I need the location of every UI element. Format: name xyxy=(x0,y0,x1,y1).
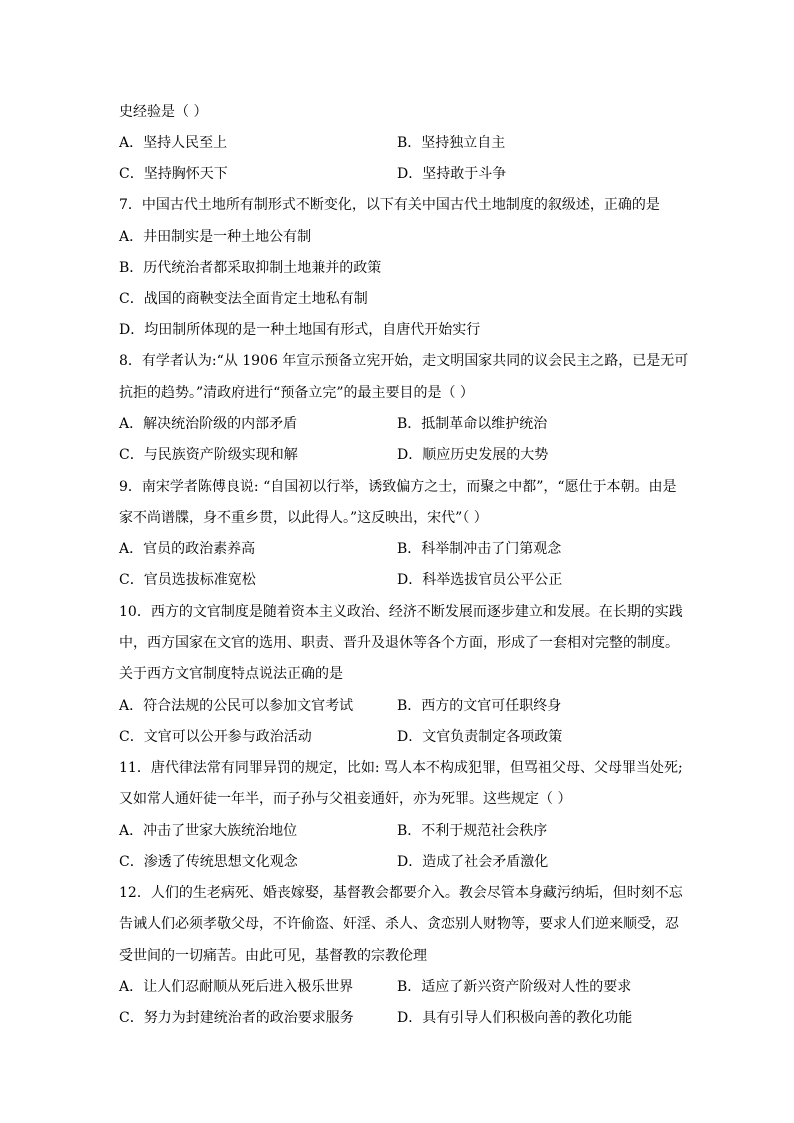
q9-option-b: B．科举制冲击了门第观念 xyxy=(397,541,562,557)
q11-stem-line-2: 又如常人通奸徒一年半，而子孙与父祖妾通奸，亦为死罪。这些规定（ ） xyxy=(119,791,572,807)
q10-option-a: A．符合法规的公民可以参加文官考试 xyxy=(119,698,354,714)
q11-option-b: B．不利于规范社会秩序 xyxy=(397,823,548,839)
q6-option-a: A．坚持人民至上 xyxy=(119,135,228,151)
q10-stem-line-3: 关于西方文官制度特点说法正确的是 xyxy=(119,666,343,682)
q8-option-a: A．解决统治阶级的内部矛盾 xyxy=(119,416,298,432)
q12-option-d: D．具有引导人们积极向善的教化功能 xyxy=(397,1010,633,1026)
q12-stem-line-1: 12．人们的生老病死、婚丧嫁娶，基督教会都要介入。教会尽管本身藏污纳垢，但时刻不忘 xyxy=(119,885,683,901)
q7-option-d: D．均田制所体现的是一种土地国有形式，自唐代开始实行 xyxy=(119,322,481,338)
q7-stem: 7．中国古代土地所有制形式不断变化，以下有关中国古代土地制度的叙级述，正确的是 xyxy=(119,197,660,213)
q11-option-c: C．渗透了传统思想文化观念 xyxy=(119,854,298,870)
q6-option-c: C．坚持胸怀天下 xyxy=(119,166,228,182)
q11-option-d: D．造成了社会矛盾激化 xyxy=(397,854,549,870)
q12-option-c: C．努力为封建统治者的政治要求服务 xyxy=(119,1010,354,1026)
q10-option-b: B．西方的文官可任职终身 xyxy=(397,698,562,714)
q6-option-b: B．坚持独立自主 xyxy=(397,135,506,151)
q8-stem-line-1: 8．有学者认为:“从 1906 年宣示预备立宪开始，走文明国家共同的议会民主之路，已是无可 xyxy=(119,353,689,369)
q8-option-b: B．抵制革命以维护统治 xyxy=(397,416,548,432)
q8-stem-line-2: 抗拒的趋势。”清政府进行“预备立完”的最主要目的是（ ） xyxy=(119,385,474,401)
q9-option-c: C．官员选拔标准宽松 xyxy=(119,572,256,588)
q9-stem-line-2: 家不尚谱牒，身不重乡贯，以此得人。”这反映出，宋代”（ ） xyxy=(119,510,488,526)
q6-stem-tail: 史经验是（ ） xyxy=(119,104,208,120)
q9-option-a: A．官员的政治素养高 xyxy=(119,541,256,557)
q8-option-d: D．顺应历史发展的大势 xyxy=(397,447,549,463)
q9-option-d: D．科举选拔官员公平公正 xyxy=(397,572,563,588)
q12-stem-line-3: 受世间的一切痛苦。由此可见，基督教的宗教伦理 xyxy=(119,948,427,964)
q10-option-c: C．文官可以公开参与政治活动 xyxy=(119,729,312,745)
q11-stem-line-1: 11．唐代律法常有同罪异罚的规定，比如: 骂人本不构成犯罪，但骂祖父母、父母罪当处死; xyxy=(119,760,683,776)
q7-option-c: C．战国的商鞅变法全面肯定土地私有制 xyxy=(119,291,368,307)
q12-option-a: A．让人们忍耐顺从死后进入极乐世界 xyxy=(119,979,354,995)
q11-option-a: A．冲击了世家大族统治地位 xyxy=(119,823,298,839)
q12-option-b: B．适应了新兴资产阶级对人性的要求 xyxy=(397,979,632,995)
q12-stem-line-2: 告诫人们必须孝敬父母，不许偷盗、奸淫、杀人、贪恋别人财物等，要求人们逆来顺受，忍 xyxy=(119,916,679,932)
q10-option-d: D．文官负责制定各项政策 xyxy=(397,729,563,745)
q10-stem-line-2: 中，西方国家在文官的选用、职责、晋升及退休等各个方面，形成了一套相对完整的制度。 xyxy=(119,635,679,651)
q9-stem-line-1: 9．南宋学者陈傅良说: “自国初以行举，诱致偏方之士，而聚之中都”，“愿仕于本朝。由是 xyxy=(119,479,677,495)
q7-option-a: A．井田制实是一种土地公有制 xyxy=(119,229,312,245)
q6-option-d: D．坚持敢于斗争 xyxy=(397,166,507,182)
q7-option-b: B．历代统治者都采取抑制土地兼并的政策 xyxy=(119,260,382,276)
q10-stem-line-1: 10．西方的文官制度是随着资本主义政治、经济不断发展而逐步建立和发展。在长期的实践 xyxy=(119,604,683,620)
q8-option-c: C．与民族资产阶级实现和解 xyxy=(119,447,298,463)
